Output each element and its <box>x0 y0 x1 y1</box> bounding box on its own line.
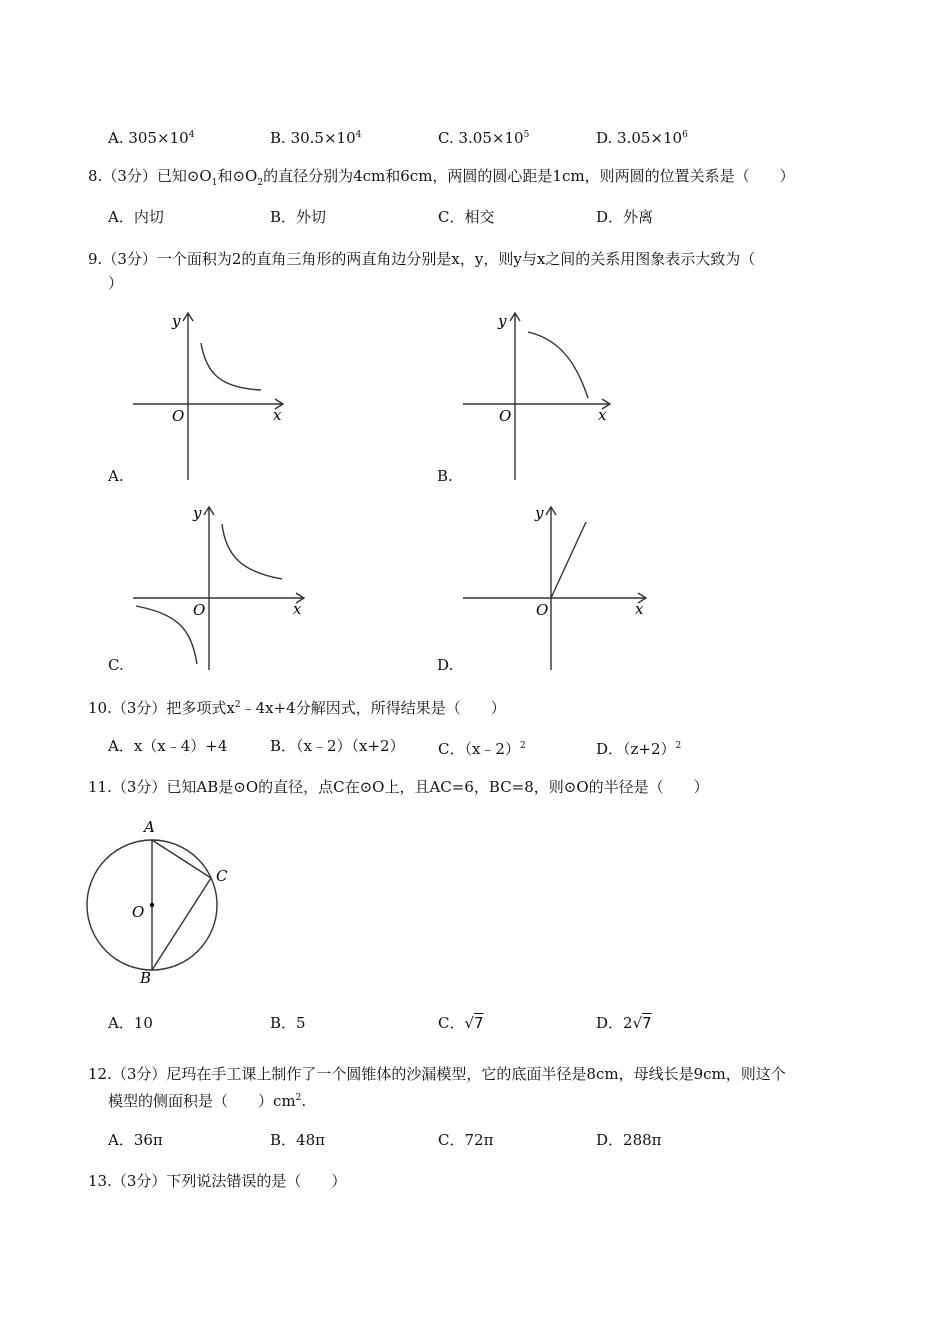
sqrt-sign-icon: √ <box>464 1014 475 1032</box>
q10-score: （3分） <box>111 699 167 717</box>
q9-graph-d-origin: O <box>536 601 549 619</box>
q9-graph-b <box>458 308 618 484</box>
q7-option-a: A. $305\times 10^4$ <box>108 129 195 147</box>
q9-graph-c-origin: O <box>193 601 206 619</box>
q7-option-c: C. $3.05\times 10^5$ <box>438 129 530 147</box>
q7-option-d: D. $3.05\times 10^6$ <box>596 129 688 147</box>
q9-graph-a <box>128 308 288 484</box>
q10-option-c: C．（x﹣2）$^2$ <box>438 740 526 758</box>
q12-options <box>108 1130 808 1150</box>
q13-score: （3分） <box>111 1172 167 1190</box>
q11-point-o-label: O <box>132 903 145 921</box>
q9-score: （3分） <box>102 250 157 268</box>
q11-stem: 11.（3分）已知AB是⊙O的直径，点C在⊙O上，且AC=6，BC=8，则⊙O的半径是（ ） <box>88 778 709 796</box>
q12-option-c: C．72π <box>438 1131 494 1149</box>
q12-stem-continued: 模型的侧面积是（ ）$cm^2$. <box>108 1092 307 1110</box>
q12-option-b: B．48π <box>270 1131 325 1149</box>
q9-stem-continued: ） <box>108 274 124 292</box>
q11-option-a: A．10 <box>108 1014 153 1032</box>
q11-point-a-label: A <box>144 818 155 836</box>
q9-graph-b-x-label: x <box>598 406 607 424</box>
q10-options <box>108 736 808 756</box>
q11-option-b: B．5 <box>270 1014 306 1032</box>
q11-option-c: C．√7 <box>438 1014 484 1032</box>
q13-stem: 13.（3分）下列说法错误的是（ ） <box>88 1172 347 1190</box>
q10-option-b: B．（x﹣2）（x+2） <box>270 737 405 755</box>
q9-option-a-label: A. <box>108 467 124 485</box>
q12-score: （3分） <box>111 1065 167 1083</box>
q10-option-d: D．$(z+2)^2$ <box>596 740 682 758</box>
q11-number: 11. <box>88 778 112 796</box>
q9-graph-d-y-label: y <box>535 504 544 522</box>
sqrt-sign-icon: √ <box>632 1014 643 1032</box>
q11-point-b-label: B <box>140 969 152 987</box>
q9-stem: 9.（3分）一个面积为2的直角三角形的两直角边分别是x，y，则y与x之间的关系用图象表示大致为（ <box>88 250 756 268</box>
q10-number: 10. <box>88 699 112 717</box>
q8-stem: 8.（3分）已知$⊙O_1$和$⊙O_2$的直径分别为4cm和6cm，两圆的圆心距是1cm，则两圆的位置关系是（ ） <box>88 167 795 188</box>
q11-point-c-label: C <box>216 867 228 885</box>
q11-option-d: D．2√7 <box>596 1014 652 1032</box>
q11-score: （3分） <box>111 778 167 796</box>
q8-options <box>108 207 808 227</box>
q9-option-c-label: C. <box>108 656 124 674</box>
q9-graph-b-origin: O <box>499 407 512 425</box>
q13-number: 13. <box>88 1172 112 1190</box>
q8-option-c: C．相交 <box>438 208 495 226</box>
q7-option-b: B. $30.5\times 10^4$ <box>270 129 362 147</box>
q11-options <box>108 1011 808 1035</box>
q9-option-b-label: B. <box>437 467 453 485</box>
q9-graph-a-origin: O <box>172 407 185 425</box>
q9-graph-c <box>128 502 308 674</box>
q9-graph-c-x-label: x <box>293 600 302 618</box>
q12-option-d: D．288π <box>596 1131 662 1149</box>
q12-stem: 12.（3分）尼玛在手工课上制作了一个圆锥体的沙漏模型，它的底面半径是8cm，母线长是9cm，则这个 <box>88 1065 786 1083</box>
q8-number: 8. <box>88 167 103 185</box>
q9-graph-a-x-label: x <box>273 406 282 424</box>
q11-circle-figure <box>80 815 240 987</box>
q9-number: 9. <box>88 250 103 268</box>
q10-stem: 10.（3分）把多项式$x^2﹣4x+4$分解因式，所得结果是（ ） <box>88 699 506 717</box>
q8-option-d: D．外离 <box>596 208 654 226</box>
q12-option-a: A．36π <box>108 1131 163 1149</box>
q8-option-b: B．外切 <box>270 208 327 226</box>
q9-graph-c-y-label: y <box>193 504 202 522</box>
q9-option-d-label: D. <box>437 656 454 674</box>
q9-graph-d <box>458 502 654 674</box>
q7-options <box>108 125 808 145</box>
q9-graph-a-y-label: y <box>172 312 181 330</box>
q10-option-a: A．x（x﹣4）+4 <box>108 737 228 755</box>
q8-option-a: A．内切 <box>108 208 164 226</box>
q12-number: 12. <box>88 1065 112 1083</box>
q9-graph-b-y-label: y <box>498 312 507 330</box>
q9-graph-d-x-label: x <box>635 600 644 618</box>
q8-score: （3分） <box>102 167 157 185</box>
